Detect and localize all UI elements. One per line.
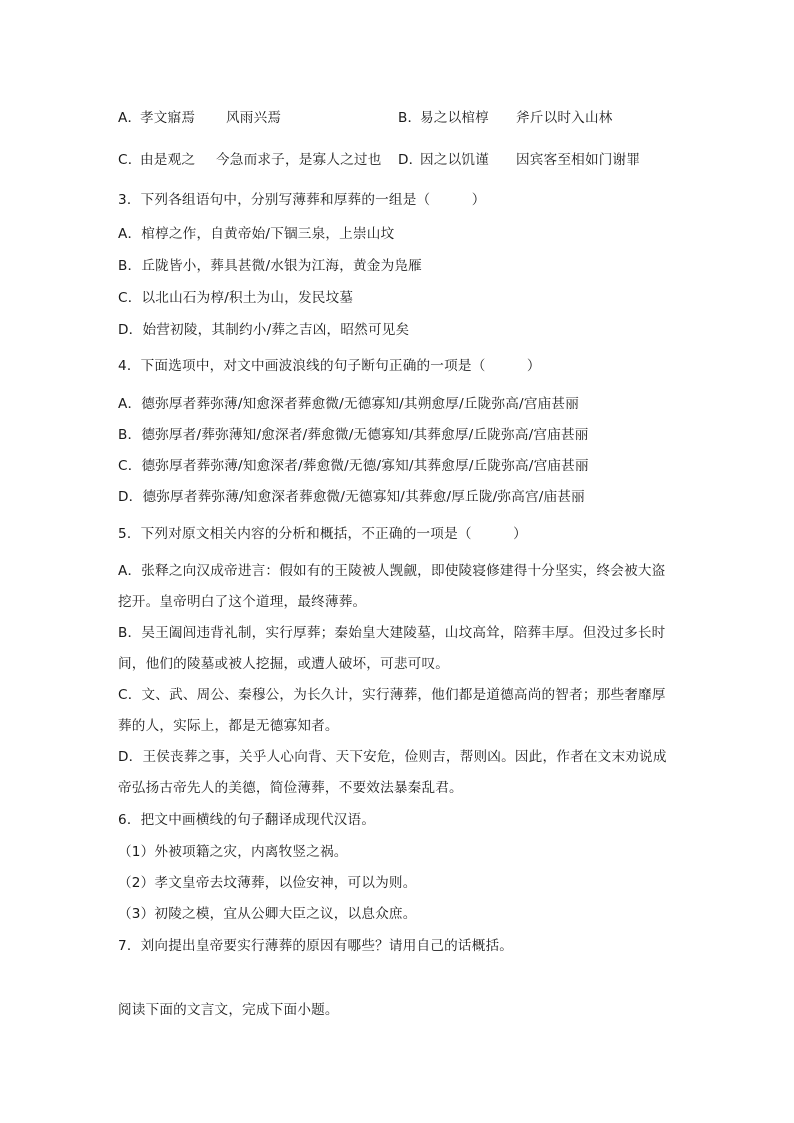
q3-stem: 3．下列各组语句中，分别写薄葬和厚葬的一组是（ ） xyxy=(118,192,486,208)
q2-option-d-part2: 因宾客至相如门谢罪 xyxy=(516,152,641,168)
q2-option-a-part2: 风雨兴焉 xyxy=(226,110,282,126)
q5-option-d: D．王侯丧葬之事，关乎人心向背、天下安危，俭则吉，帮则凶。因此，作者在文末劝说成帝弘扬古帝先人的美德，简俭薄葬，不要效法暴秦乱君。 xyxy=(118,749,667,796)
q2-option-d-part1: 因之以饥谨 xyxy=(420,152,489,168)
q2-option-c-part1: 由是观之 xyxy=(140,152,196,168)
q4-option-c: C．德弥厚者葬弥薄/知愈深者/葬愈微/无德/寡知/其葬愈厚/丘陇弥高/宫庙甚丽 xyxy=(118,458,589,474)
q3-option-c: C．以北山石为椁/积土为山，发民坟墓 xyxy=(118,290,354,306)
q2-option-a-label: A． xyxy=(118,110,142,126)
q6-item-3: （3）初陵之模，宜从公卿大臣之议，以息众庶。 xyxy=(118,906,417,922)
q6-item-2: （2）孝文皇帝去坟薄葬，以俭安神，可以为则。 xyxy=(118,875,417,891)
q6-stem: 6．把文中画横线的句子翻译成现代汉语。 xyxy=(118,812,376,828)
q2-option-c-part2: 今急而求子，是寡人之过也 xyxy=(216,152,382,168)
q2-option-d-label: D． xyxy=(398,152,423,168)
q3-option-a: A．棺椁之作，自黄帝始/下锢三泉，上崇山坟 xyxy=(118,226,395,242)
q5-stem: 5．下列对原文相关内容的分析和概括，不正确的一项是（ ） xyxy=(118,526,527,542)
q5-option-c: C．文、武、周公、秦穆公，为长久计，实行薄葬，他们都是道德高尚的智者；那些奢靡厚葬的人，实际上，都是无德寡知者。 xyxy=(118,687,666,734)
q2-option-b-part1: 易之以棺椁 xyxy=(420,110,489,126)
reading-instruction: 阅读下面的文言文，完成下面小题。 xyxy=(118,1002,339,1018)
q4-option-b: B．德弥厚者/葬弥薄知/愈深者/葬愈微/无德寡知/其葬愈厚/丘陇弥高/宫庙甚丽 xyxy=(118,427,589,443)
q2-option-a-part1: 孝文寤焉 xyxy=(140,110,196,126)
q2-option-b-part2: 斧斤以时入山林 xyxy=(516,110,613,126)
q6-item-1: （1）外被项籍之灾，内离牧竖之祸。 xyxy=(118,844,348,860)
q4-option-d: D．德弥厚者葬弥薄/知愈深者葬愈微/无德寡知/其葬愈/厚丘陇/弥高宫/庙甚丽 xyxy=(118,489,585,505)
q7-stem: 7．刘向提出皇帝要实行薄葬的原因有哪些？请用自己的话概括。 xyxy=(118,938,514,954)
q2-option-b-label: B． xyxy=(398,110,422,126)
q4-stem: 4．下面选项中，对文中画波浪线的句子断句正确的一项是（ ） xyxy=(118,358,541,374)
q5-option-b: B．吴王阖闾违背礼制，实行厚葬；秦始皇大建陵墓，山坟高耸，陪葬丰厚。但没过多长时间，他们的陵墓或被人挖掘，或遭人破坏，可悲可叹。 xyxy=(118,625,666,672)
q4-option-a: A．德弥厚者葬弥薄/知愈深者葬愈微/无德寡知/其朔愈厚/丘陇弥高/宫庙甚丽 xyxy=(118,396,580,412)
q2-option-c-label: C． xyxy=(118,152,142,168)
q3-option-d: D．始营初陵，其制约小/葬之吉凶，昭然可见矣 xyxy=(118,322,410,338)
q5-option-a: A．张释之向汉成帝进言：假如有的王陵被人觊觎，即使陵寝修建得十分坚实，终会被大盗挖开。皇帝明白了这个道理，最终薄葬。 xyxy=(118,563,666,610)
q3-option-b: B．丘陇皆小，葬具甚微/水银为江海，黄金为凫雁 xyxy=(118,258,422,274)
